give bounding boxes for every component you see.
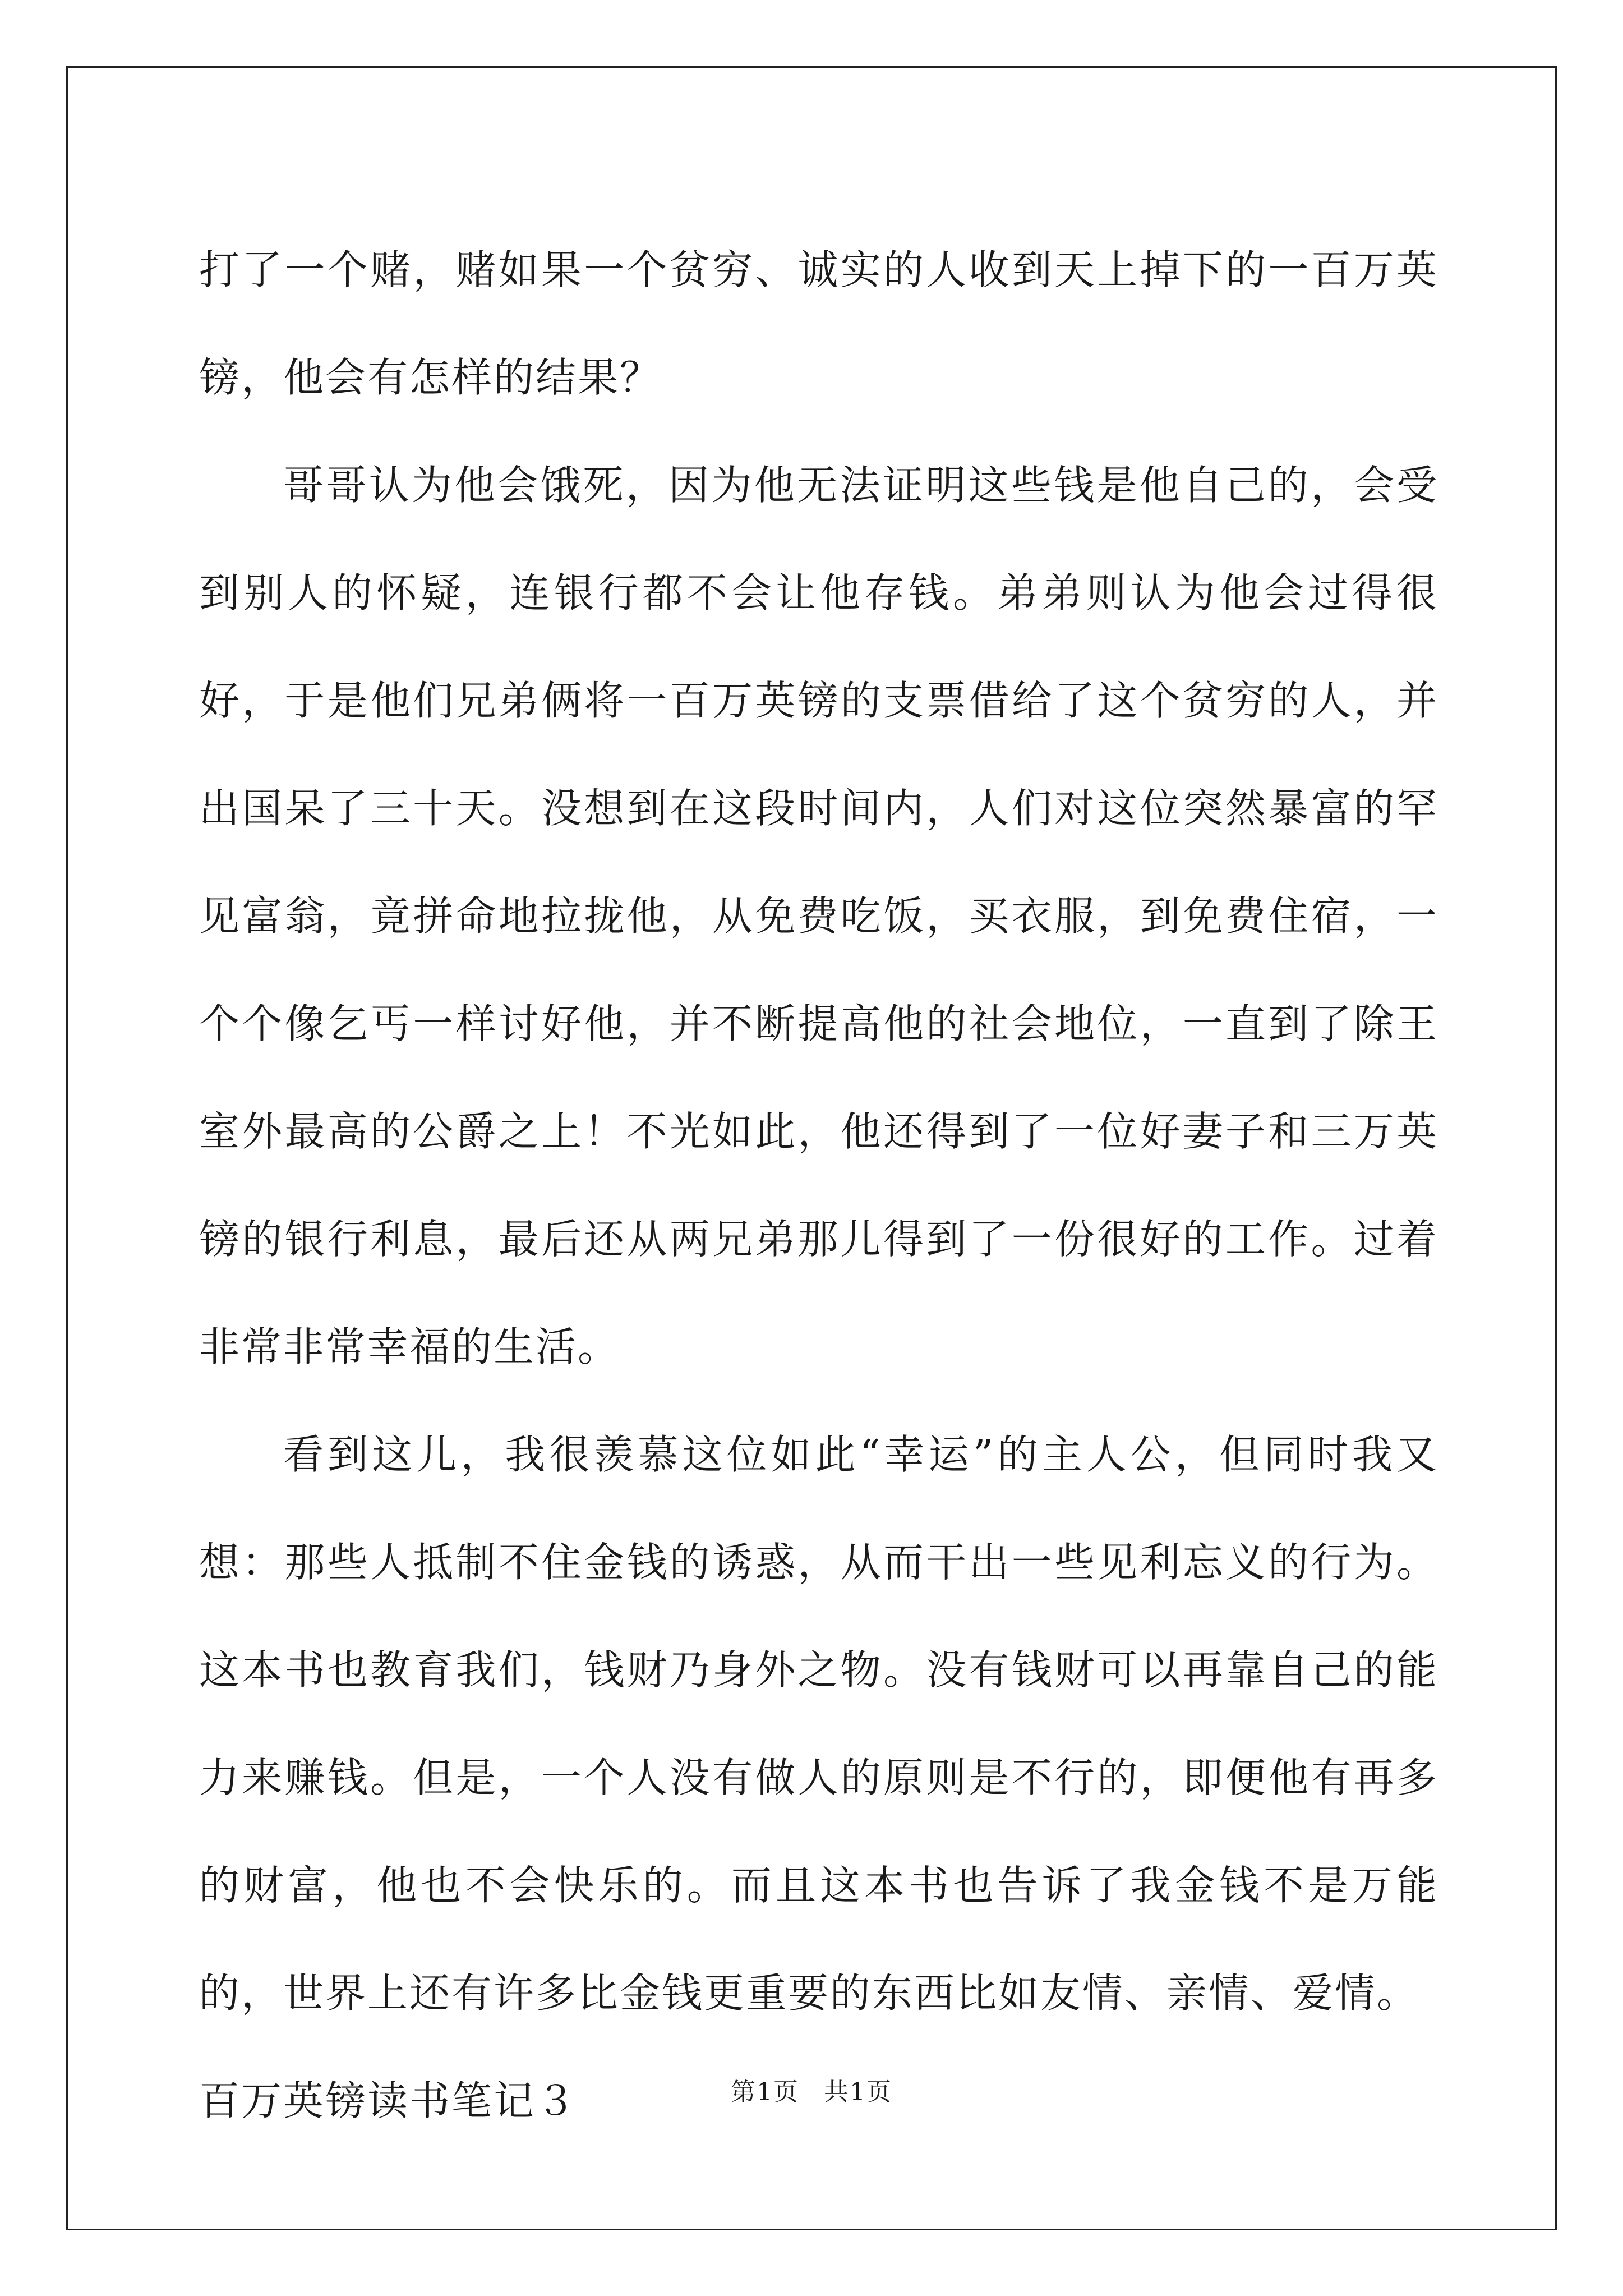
page-total: 共1页	[824, 2078, 892, 2106]
page-footer	[0, 2076, 1623, 2109]
body-paragraph-3: 看到这儿，我很羡慕这位如此“幸运”的主人公，但同时我又想：那些人抵制不住金钱的诱惑，从而干出一些见利忘义的行为。这本书也教育我们，钱财乃身外之物。没有钱财可以再靠自己的能力来赚钱。但是，一个人没有做人的原则是不行的，即便他有再多的财富，他也不会快乐的。而且这本书也告诉了我金钱不是万能的，世界上还有许多比金钱更重要的东西比如友情、亲情、爱情。	[199, 1431, 1438, 2017]
body-paragraph-2: 哥哥认为他会饿死，因为他无法证明这些钱是他自己的，会受到别人的怀疑，连银行都不会让他存钱。弟弟则认为他会过得很好，于是他们兄弟俩将一百万英镑的支票借给了这个贫穷的人，并出国呆了三十天。没想到在这段时间内，人们对这位突然暴富的罕见富翁，竟拼命地拉拢他，从免费吃饭，买衣服，到免费住宿，一个个像乞丐一样讨好他，并不断提高他的社会地位，一直到了除王室外最高的公爵之上！不光如此，他还得到了一位好妻子和三万英镑的银行利息，最后还从两兄弟那儿得到了一份很好的工作。过着非常非常幸福的生活。	[199, 462, 1438, 1370]
body-paragraph-1: 打了一个赌，赌如果一个贫穷、诚实的人收到天上掉下的一百万英镑，他会有怎样的结果？	[199, 246, 1438, 401]
document-body	[199, 216, 1438, 2155]
page-number: 第1页	[731, 2078, 799, 2106]
section-heading: 百万英镑读书笔记３	[199, 2077, 578, 2124]
